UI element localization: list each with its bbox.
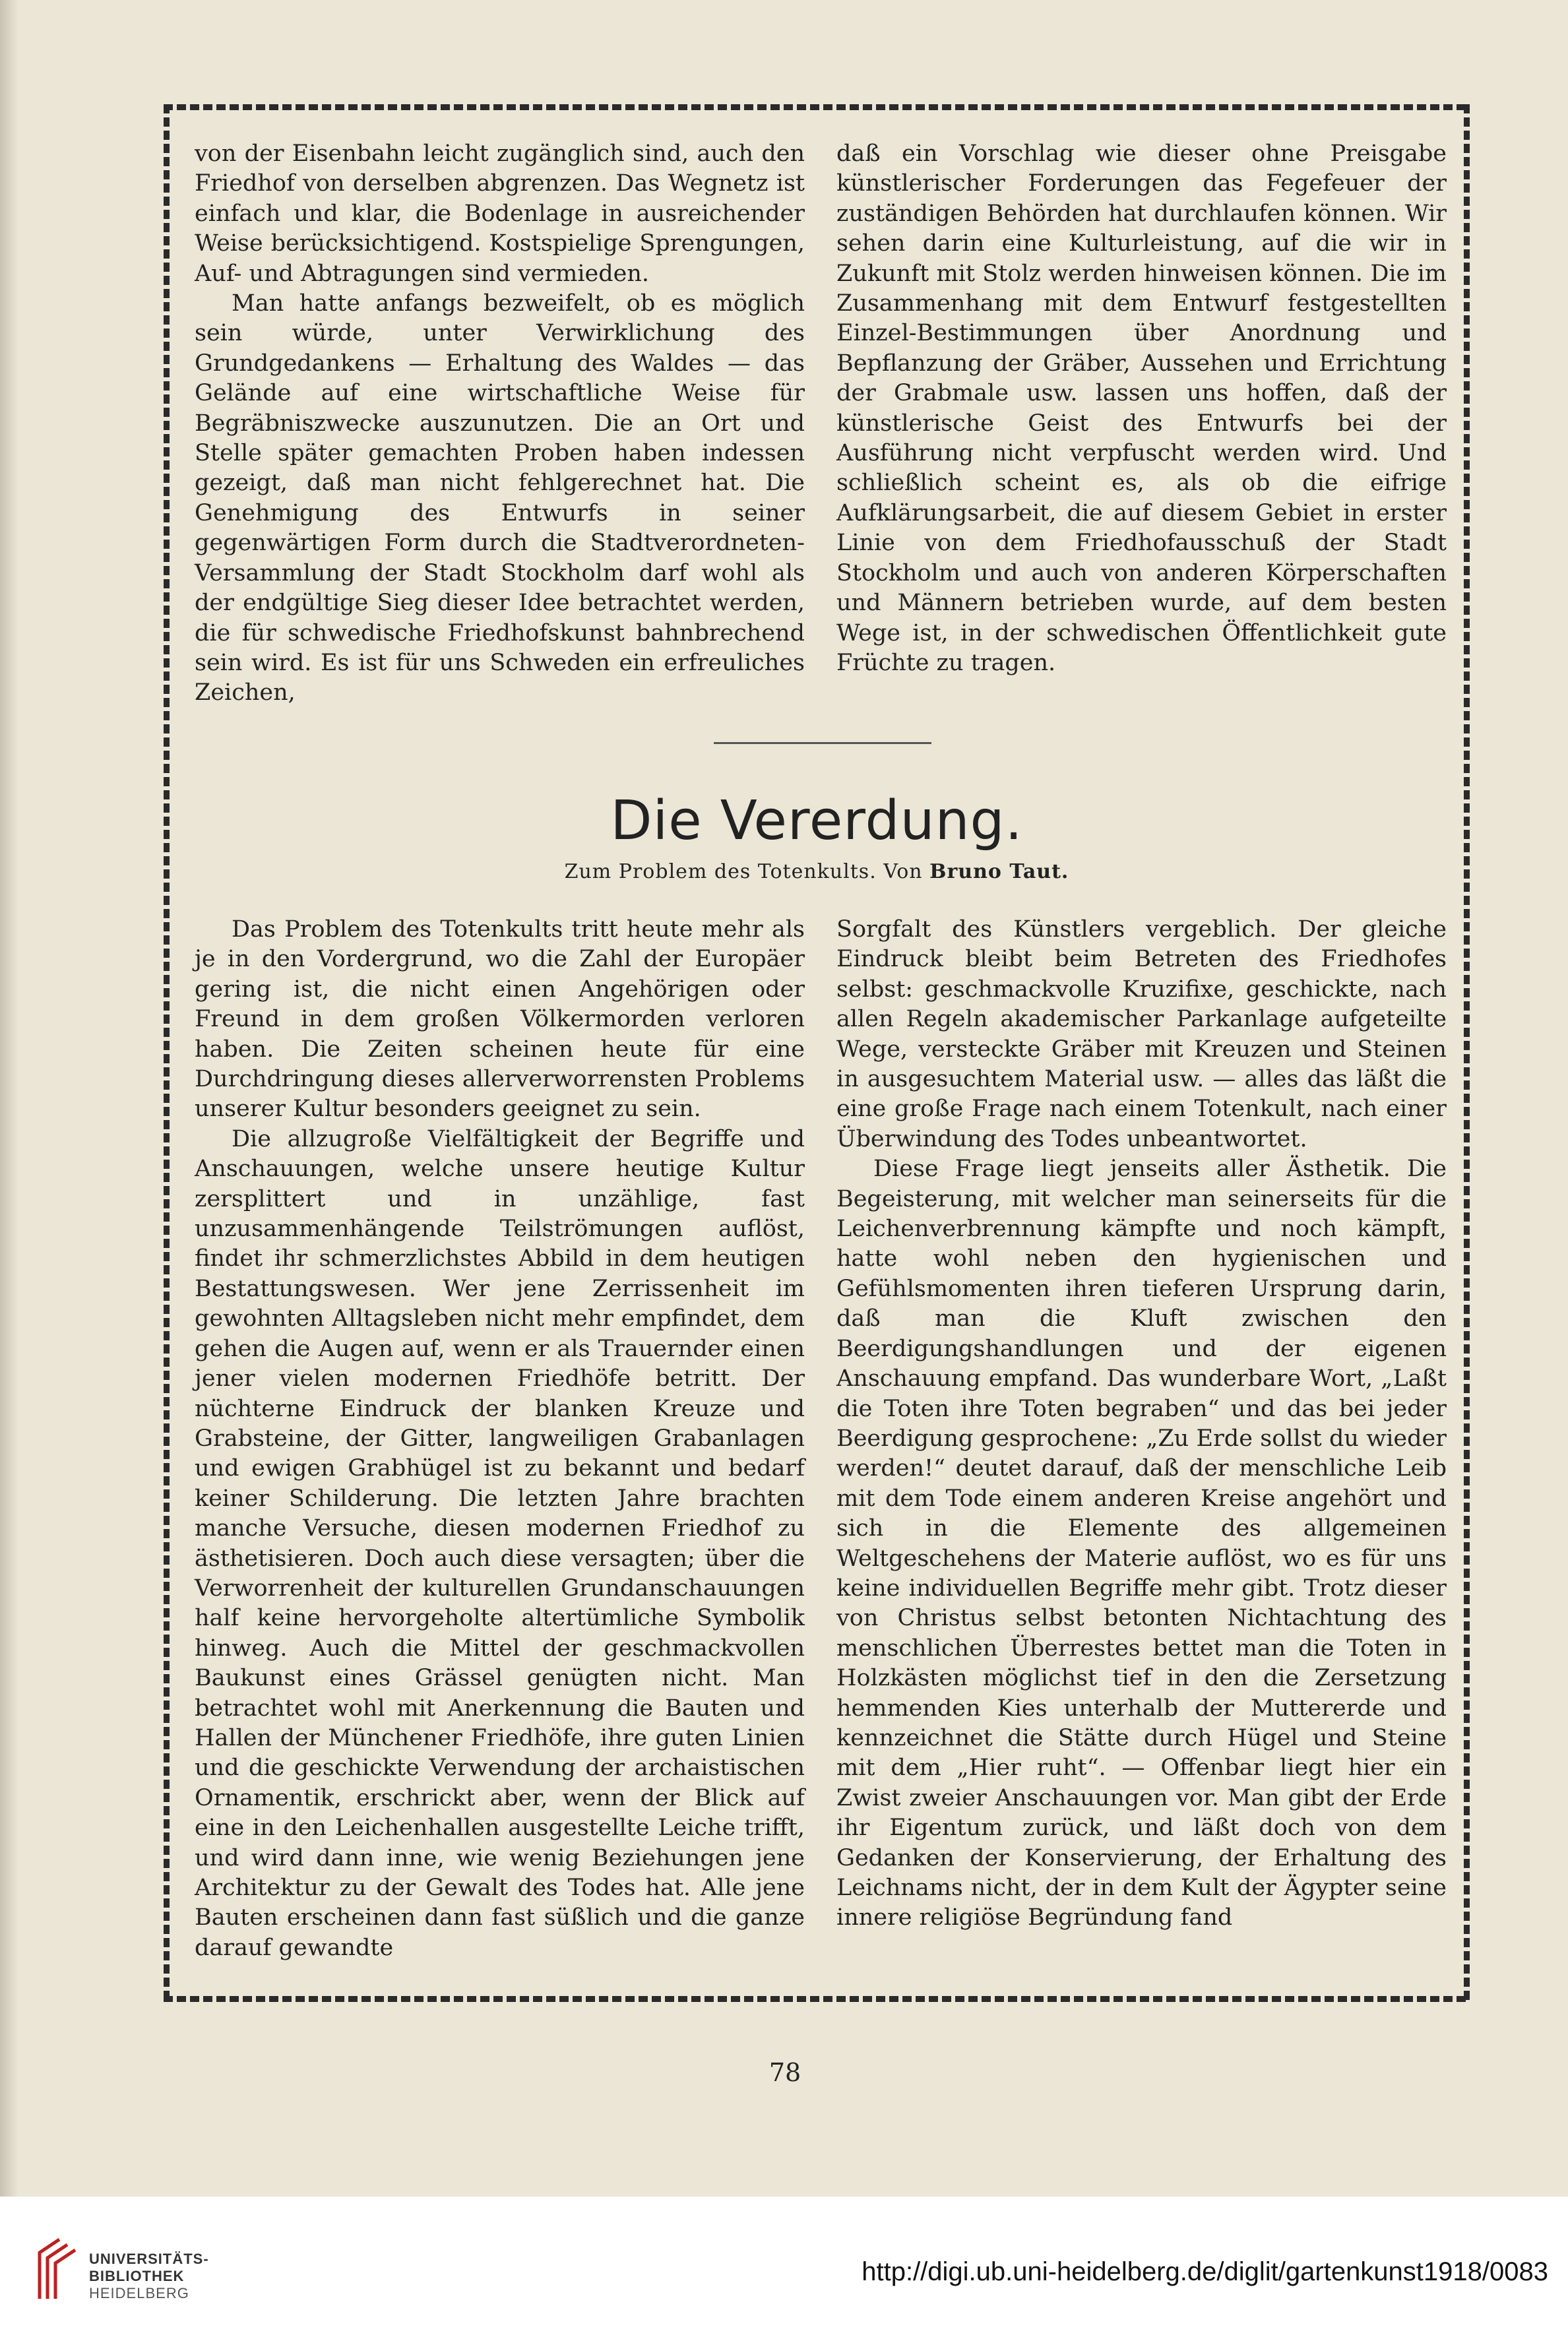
column-bottom-left [195, 915, 805, 1963]
section-separator-rule [714, 742, 931, 744]
library-line-1: UNIVERSITÄTS- [89, 2251, 209, 2267]
paragraph: Die allzugroße Vielfältigkeit der Begriffe und Anschauungen, welche unsere heutige Kultur zersplittert und in unzählige, fast unzusammenhängende Teilströmungen auflöst, findet ihr schmerzlichstes Abbild in dem heutigen Bestattungswesen. Wer jene Zerrissenheit im gewohnten Alltagsleben nicht mehr empfindet, dem gehen die Augen auf, wenn er als Trauernder einen jener vielen modernen Friedhöfe betritt. Der nüchterne Eindruck der blanken Kreuze und Grabsteine, der Gitter, langweiligen Grabanlagen und ewigen Grabhügel ist zu bekannt und bedarf keiner Schilderung. Die letzten Jahre brachten manche Versuche, diesen modernen Friedhof zu ästhetisieren. Doch auch diese versagten; über die Verworrenheit der kulturellen Grundanschauungen half keine hervorgeholte altertümliche Symbolik hinweg. Auch die Mittel der geschmackvollen Baukunst eines Grässel genügten nicht. Man betrachtet wohl mit Anerkennung die Bauten und Hallen der Münchener Friedhöfe, ihre guten Linien und die geschickte Verwendung der archaistischen Ornamentik, erschrickt aber, wenn der Blick auf eine in den Leichenhallen ausgestellte Leiche trifft, und wird dann inne, wie wenig Beziehungen jene Architektur zu der Gewalt des Todes hat. Alle jene Bauten erscheinen dann fast süßlich und die ganze darauf gewandte [195, 1125, 805, 1961]
column-top-left [195, 139, 805, 708]
paragraph: von der Eisenbahn leicht zugänglich sind, auch den Friedhof von derselben abgrenzen. Das Wegnetz ist einfach und klar, die Bodenlage in ausreichender Weise berücksichtigend. Kostspielige Sprengungen, Auf- und Abtragungen sind vermieden. [195, 140, 805, 287]
library-name [89, 2251, 209, 2302]
paragraph: Man hatte anfangs bezweifelt, ob es möglich sein würde, unter Verwirklichung des Grundgedankens — Erhaltung des Waldes — das Gelände auf eine wirtschaftliche Weise für Begräbniszwecke auszunutzen. Die an Ort und Stelle später gemachten Proben haben indessen gezeigt, daß man nicht fehlgerechnet hat. Die Genehmigung des Entwurfs in seiner gegenwärtigen Form durch die Stadtverordneten-Versammlung der Stadt Stockholm darf wohl als der endgültige Sieg dieser Idee betrachtet werden, die für schwedische Friedhofskunst bahnbrechend sein wird. Es ist für uns Schweden ein erfreuliches Zeichen, [195, 290, 805, 706]
frame-right [1464, 104, 1470, 2002]
column-top-right [836, 139, 1447, 678]
source-url-link[interactable]: http://digi.ub.uni-heidelberg.de/diglit/gartenkunst1918/0083 [862, 2257, 1548, 2286]
paragraph: daß ein Vorschlag wie dieser ohne Preisgabe künstlerischer Forderungen das Fegefeuer der zuständigen Behörden hat durchlaufen können. Wir sehen darin eine Kulturleistung, auf die wir in Zukunft mit Stolz werden hinweisen können. Die im Zusammenhang mit dem Entwurf festgestellten Einzel-Bestimmungen über Anordnung und Bepflanzung der Gräber, Aussehen und Errichtung der Grabmale usw. lassen uns hoffen, daß der künstlerische Geist des Entwurfs bei der Ausführung nicht verpfuscht werden wird. Und schließlich scheint es, als ob die eifrige Aufklärungsarbeit, die auf diesem Gebiet in erster Linie von dem Friedhofausschuß der Stadt Stockholm und auch von anderen Körperschaften und Männern betrieben wurde, auf dem besten Wege ist, in der schwedischen Öffentlichkeit gute Früchte zu tragen. [836, 140, 1447, 676]
author-name: Bruno Taut. [929, 860, 1069, 883]
article-subtitle [164, 859, 1470, 885]
library-line-3: HEIDELBERG [89, 2285, 189, 2301]
page-number: 78 [768, 2058, 801, 2087]
page-edge-shadow [0, 0, 18, 2341]
frame-left [164, 104, 170, 2002]
library-logo-icon [33, 2236, 79, 2302]
column-bottom-right [836, 915, 1447, 1933]
library-line-2: BIBLIOTHEK [89, 2268, 185, 2284]
article-title: Die Vererdung. [610, 790, 1023, 852]
paragraph: Das Problem des Totenkults tritt heute mehr als je in den Vordergrund, wo die Zahl der Europäer gering ist, die nicht einen Angehörigen oder Freund in dem großen Völkermorden verloren haben. Die Zeiten scheinen heute für eine Durchdringung dieses allerverworrensten Problems unserer Kultur besonders geeignet zu sein. [195, 916, 805, 1123]
subtitle-text: Zum Problem des Totenkults. Von [564, 860, 923, 883]
paragraph: Sorgfalt des Künstlers vergeblich. Der gleiche Eindruck bleibt beim Betreten des Friedhofes selbst: geschmackvolle Kruzifixe, geschickte, nach allen Regeln akademischer Parkanlage aufgeteilte Wege, versteckte Gräber mit Kreuzen und Steinen in ausgesuchtem Material usw. — alles das läßt die eine große Frage nach einem Totenkult, nach einer Überwindung des Todes unbeantwortet. [836, 916, 1447, 1152]
digitization-footer [0, 2197, 1568, 2341]
paragraph: Diese Frage liegt jenseits aller Ästhetik. Die Begeisterung, mit welcher man seinerseits für die Leichenverbrennung kämpfte und noch kämpft, hatte wohl neben den hygienischen und Gefühlsmomenten ihren tieferen Ursprung darin, daß man die Kluft zwischen den Beerdigungshandlungen und der eigenen Anschauung empfand. Das wunderbare Wort, „Laßt die Toten ihre Toten begraben“ und das bei jeder Beerdigung gesprochene: „Zu Erde sollst du wieder werden!“ deutet darauf, daß der menschliche Leib mit dem Tode einem anderen Kreise angehört und sich in die Elemente des allgemeinen Weltgeschehens der Materie auflöst, wo es für uns keine individuellen Begriffe mehr gibt. Trotz dieser von Christus selbst betonten Nichtachtung des menschlichen Überrestes bettet man die Toten in Holzkästen möglichst tief in den die Zersetzung hemmenden Kies unterhalb der Muttererde und kennzeichnet die Stätte durch Hügel und Steine mit dem „Hier ruht“. — Offenbar liegt hier ein Zwist zweier Anschauungen vor. Man gibt der Erde ihr Eigentum zurück, und läßt doch von dem Gedanken der Konservierung, der Erhaltung des Leichnams nicht, der in dem Kult der Ägypter seine innere religiöse Begründung fand [836, 1156, 1447, 1931]
